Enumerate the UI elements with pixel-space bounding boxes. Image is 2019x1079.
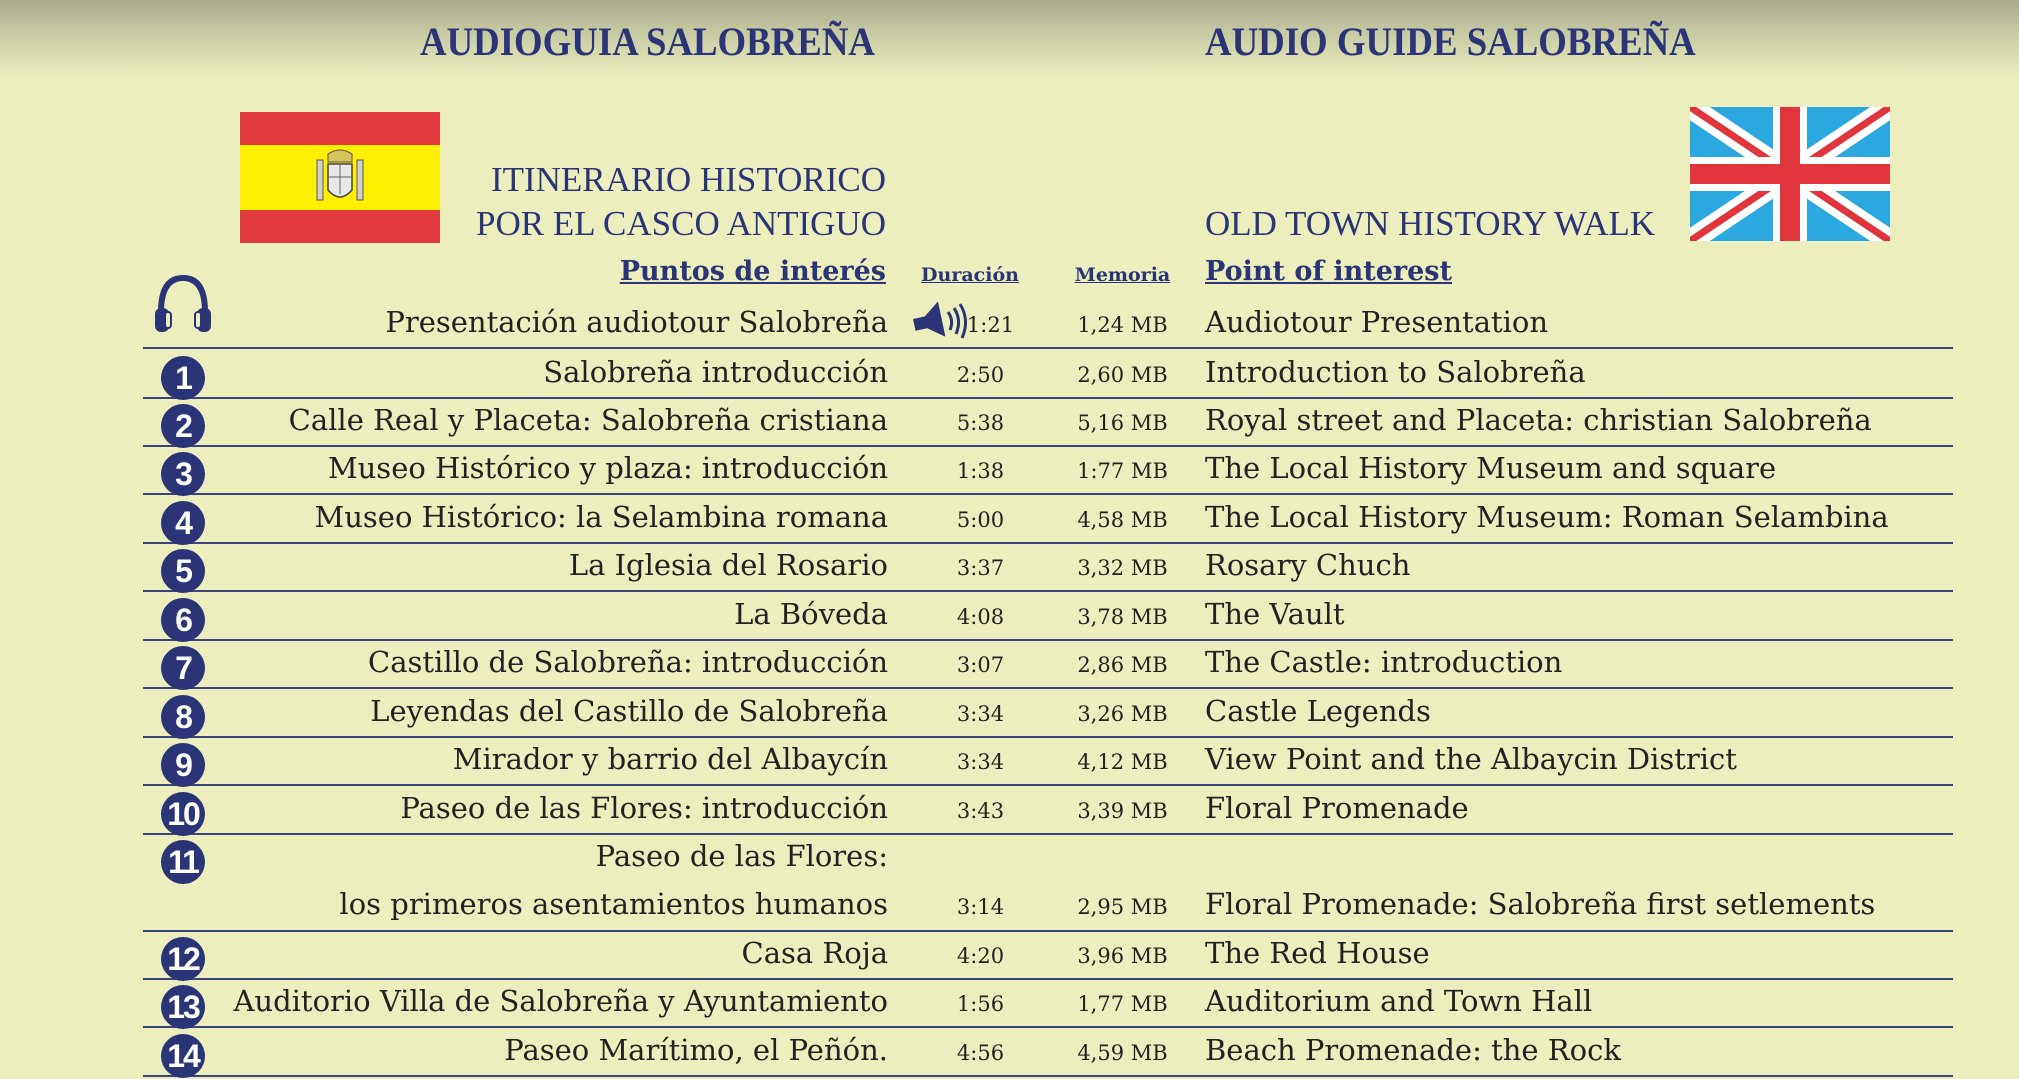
memory: 3,39 MB [1077,799,1168,823]
point-en: The Castle: introduction [1205,645,1563,679]
point-es: Castillo de Salobreña: introducción [368,645,888,679]
memory: 2,60 MB [1077,363,1168,387]
point-en: The Red House [1205,936,1430,970]
table-row [143,496,1953,544]
table-row [143,1029,1953,1077]
point-en: Royal street and Placeta: christian Salobreña [1205,403,1872,437]
point-en: Introduction to Salobreña [1205,355,1586,389]
row-number-badge: 2 [161,404,205,448]
point-es: Presentación audiotour Salobreña [385,305,888,339]
table-row [143,835,1953,932]
point-es: Museo Histórico: la Selambina romana [314,500,888,534]
column-header-points-es: Puntos de interés [619,256,886,287]
row-number-badge: 7 [161,646,205,690]
memory: 3,96 MB [1077,944,1168,968]
uk-flag-icon [1690,107,1890,241]
point-es: Leyendas del Castillo de Salobreña [370,694,888,728]
point-en: Auditorium and Town Hall [1205,984,1593,1018]
title-english: AUDIO GUIDE SALOBREÑA [1205,19,1696,64]
point-en: View Point and the Albaycin District [1205,742,1737,776]
point-es-line1: Paseo de las Flores: [595,839,888,873]
memory: 2,86 MB [1077,653,1168,677]
point-es: Paseo de las Flores: introducción [400,791,888,825]
subtitle-spanish-line1: ITINERARIO HISTORICO [490,160,886,199]
table-row [143,980,1953,1028]
memory: 3,32 MB [1077,556,1168,580]
point-es: La Iglesia del Rosario [568,548,888,582]
point-en: Beach Promenade: the Rock [1205,1033,1621,1067]
title-spanish: AUDIOGUIA SALOBREÑA [420,19,875,64]
spain-flag-icon [240,112,440,243]
point-en: The Local History Museum and square [1205,451,1777,485]
memory: 1:77 MB [1077,459,1168,483]
row-number-badge: 4 [161,501,205,545]
memory: 3,26 MB [1077,702,1168,726]
table-row [143,447,1953,495]
point-en: The Vault [1205,597,1345,631]
table-row [143,544,1953,592]
point-es: Casa Roja [741,936,888,970]
column-header-points-en: Point of interest [1205,256,1452,287]
subtitle-spanish-line2: POR EL CASCO ANTIGUO [476,204,886,243]
table-row [143,351,1953,399]
point-en: Floral Promenade: Salobreña first setlements [1205,887,1876,921]
table-row [143,399,1953,447]
top-band [0,0,2019,80]
table-row [143,593,1953,641]
row-number-badge: 14 [161,1034,205,1078]
row-number-badge: 11 [161,840,205,884]
point-es: Paseo Marítimo, el Peñón. [504,1033,888,1067]
duration: 2:50 [956,363,1005,387]
row-number-badge: 5 [161,549,205,593]
duration: 1:56 [956,992,1005,1016]
table-row-intro [143,301,1953,349]
column-header-memory: Memoria [1074,264,1171,286]
point-es: los primeros asentamientos humanos [339,887,888,921]
memory: 1,24 MB [1077,313,1168,337]
memory: 3,78 MB [1077,605,1168,629]
row-number-badge: 10 [161,792,205,836]
row-number-badge: 6 [161,598,205,642]
duration: 3:14 [956,895,1005,919]
row-number-badge: 12 [161,937,205,981]
duration: 3:37 [956,556,1005,580]
duration: 5:38 [956,411,1005,435]
memory: 2,95 MB [1077,895,1168,919]
memory: 4,59 MB [1077,1041,1168,1065]
point-en: Castle Legends [1205,694,1431,728]
point-es: Museo Histórico y plaza: introducción [327,451,888,485]
table-row [143,641,1953,689]
point-en: Floral Promenade [1205,791,1469,825]
duration: 4:56 [956,1041,1005,1065]
duration: 1:38 [956,459,1005,483]
duration: 3:34 [956,702,1005,726]
point-es: Salobreña introducción [543,355,888,389]
duration: 3:34 [956,750,1005,774]
point-en: Audiotour Presentation [1205,305,1549,339]
point-es: Mirador y barrio del Albaycín [452,742,888,776]
duration: 5:00 [956,508,1005,532]
point-es: La Bóveda [734,597,888,631]
duration: 4:20 [956,944,1005,968]
point-en: The Local History Museum: Roman Selambina [1205,500,1889,534]
point-es: Auditorio Villa de Salobreña y Ayuntamiento [233,984,888,1018]
row-number-badge: 8 [161,695,205,739]
duration: 4:08 [956,605,1005,629]
duration: 3:43 [956,799,1005,823]
column-header-duration: Duración [921,264,1019,286]
row-number-badge: 1 [161,356,205,400]
table-row [143,690,1953,738]
subtitle-english: OLD TOWN HISTORY WALK [1205,204,1656,243]
point-es: Calle Real y Placeta: Salobreña cristiana [288,403,888,437]
row-number-badge: 3 [161,452,205,496]
duration: 3:07 [956,653,1005,677]
table-row [143,787,1953,835]
memory: 1,77 MB [1077,992,1168,1016]
row-number-badge: 13 [161,985,205,1029]
row-number-badge: 9 [161,743,205,787]
table-row [143,738,1953,786]
memory: 5,16 MB [1077,411,1168,435]
duration: 1:21 [966,313,1015,337]
memory: 4,58 MB [1077,508,1168,532]
point-en: Rosary Chuch [1205,548,1411,582]
memory: 4,12 MB [1077,750,1168,774]
table-row [143,932,1953,980]
